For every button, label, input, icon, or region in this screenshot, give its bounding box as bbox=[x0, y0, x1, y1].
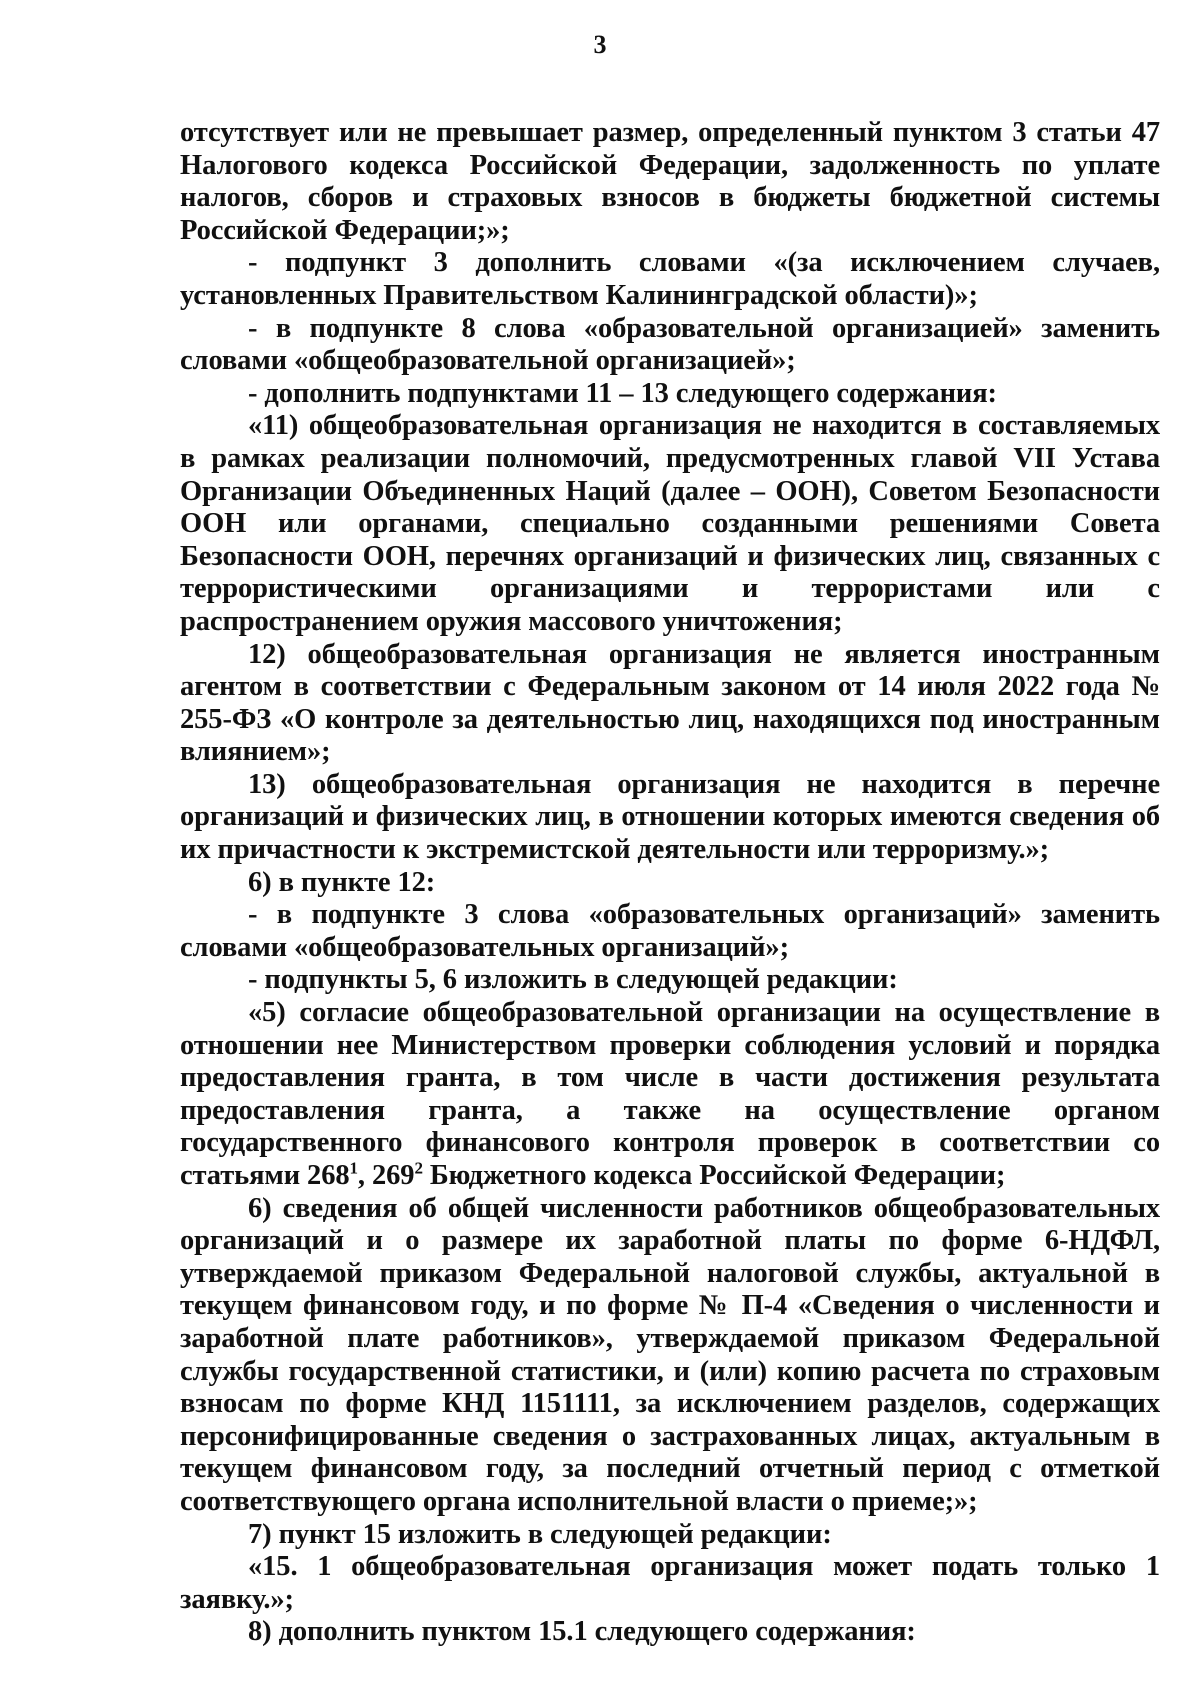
paragraph-point-12: 6) в пункте 12: bbox=[248, 866, 436, 898]
page-number: 3 bbox=[593, 30, 607, 59]
paragraph-item-5-text-c: Бюджетного кодекса Российской Федерации; bbox=[422, 1160, 1006, 1191]
paragraph-add-subitems: - дополнить подпунктами 11 – 13 следующего содержания: bbox=[248, 377, 997, 409]
paragraph-item-5-text-a: «5) согласие общеобразовательной организации на осуществление в отношении нее Министерством проверки соблюдения условий и порядка предоставления гранта, в том числе в части достижения результата предоставления гранта, а также на осуществление органом государственного финансового контроля проверок в соответствии со статьями 268 bbox=[180, 997, 1160, 1191]
superscript-268: 1 bbox=[349, 1158, 358, 1178]
paragraph-subitem-3: - подпункт 3 дополнить словами «(за исключением случаев, установленных Правительством Калининградской области)»; bbox=[180, 247, 1160, 311]
paragraph-subitems-5-6: - подпункты 5, 6 изложить в следующей редакции: bbox=[248, 964, 898, 996]
paragraph-item-11: «11) общеобразовательная организация не находится в составляемых в рамках реализации полномочий, предусмотренных главой VII Устава Организации Объединенных Наций (далее – ООН), Советом Безопасности ООН или органами, специально созданными решениями Совета Безопасности ООН, перечнях организаций и физических лиц, связанных с террористическими организациями и террористами или с распространением оружия массового уничтожения; bbox=[180, 410, 1160, 637]
paragraph-item-6: 6) сведения об общей численности работников общеобразовательных организаций и о размере их заработной платы по форме 6-НДФЛ, утверждаемой приказом Федеральной налоговой службы, актуальной в текущем финансовом году, и по форме № П-4 «Сведения о численности и заработной плате работников», утверждаемой приказом Федеральной службы государственной статистики, и (или) копию расчета по страховым взносам по форме КНД 1151111, за исключением разделов, содержащих персонифицированные сведения о застрахованных лицах, актуальным в текущем финансовом году, за последний отчетный период с отметкой соответствующего органа исполнительной власти о приеме;»; bbox=[180, 1192, 1160, 1517]
paragraph-item-12: 12) общеобразовательная организация не является иностранным агентом в соответствии с Федеральным законом от 14 июля 2022 года № 255-ФЗ «О контроле за деятельностью лиц, находящихся под иностранным влиянием»; bbox=[180, 638, 1160, 768]
paragraph-point-15-1: 8) дополнить пунктом 15.1 следующего содержания: bbox=[248, 1616, 916, 1648]
paragraph-point-12-subitem-3: - в подпункте 3 слова «образовательных организаций» заменить словами «общеобразовательных организаций»; bbox=[180, 899, 1160, 963]
document-body bbox=[180, 117, 1160, 1649]
paragraph-continuation: отсутствует или не превышает размер, определенный пунктом 3 статьи 47 Налогового кодекса Российской Федерации, задолженность по уплате налогов, сборов и страховых взносов в бюджеты бюджетной системы Российской Федерации;»; bbox=[180, 117, 1160, 246]
paragraph-item-5-text-b: , 269 bbox=[357, 1160, 415, 1191]
paragraph-point-15: 7) пункт 15 изложить в следующей редакции: bbox=[248, 1518, 832, 1550]
paragraph-subitem-8: - в подпункте 8 слова «образовательной организацией» заменить словами «общеобразовательной организацией»; bbox=[180, 312, 1160, 377]
paragraph-point-15-text: «15. 1 общеобразовательная организация может подать только 1 заявку.»; bbox=[180, 1551, 1160, 1615]
paragraph-item-5 bbox=[180, 997, 1160, 1193]
superscript-269: 2 bbox=[414, 1158, 423, 1178]
paragraph-item-13: 13) общеобразовательная организация не находится в перечне организаций и физических лиц, в отношении которых имеются сведения об их причастности к экстремистской деятельности или терроризму.»; bbox=[180, 768, 1160, 866]
